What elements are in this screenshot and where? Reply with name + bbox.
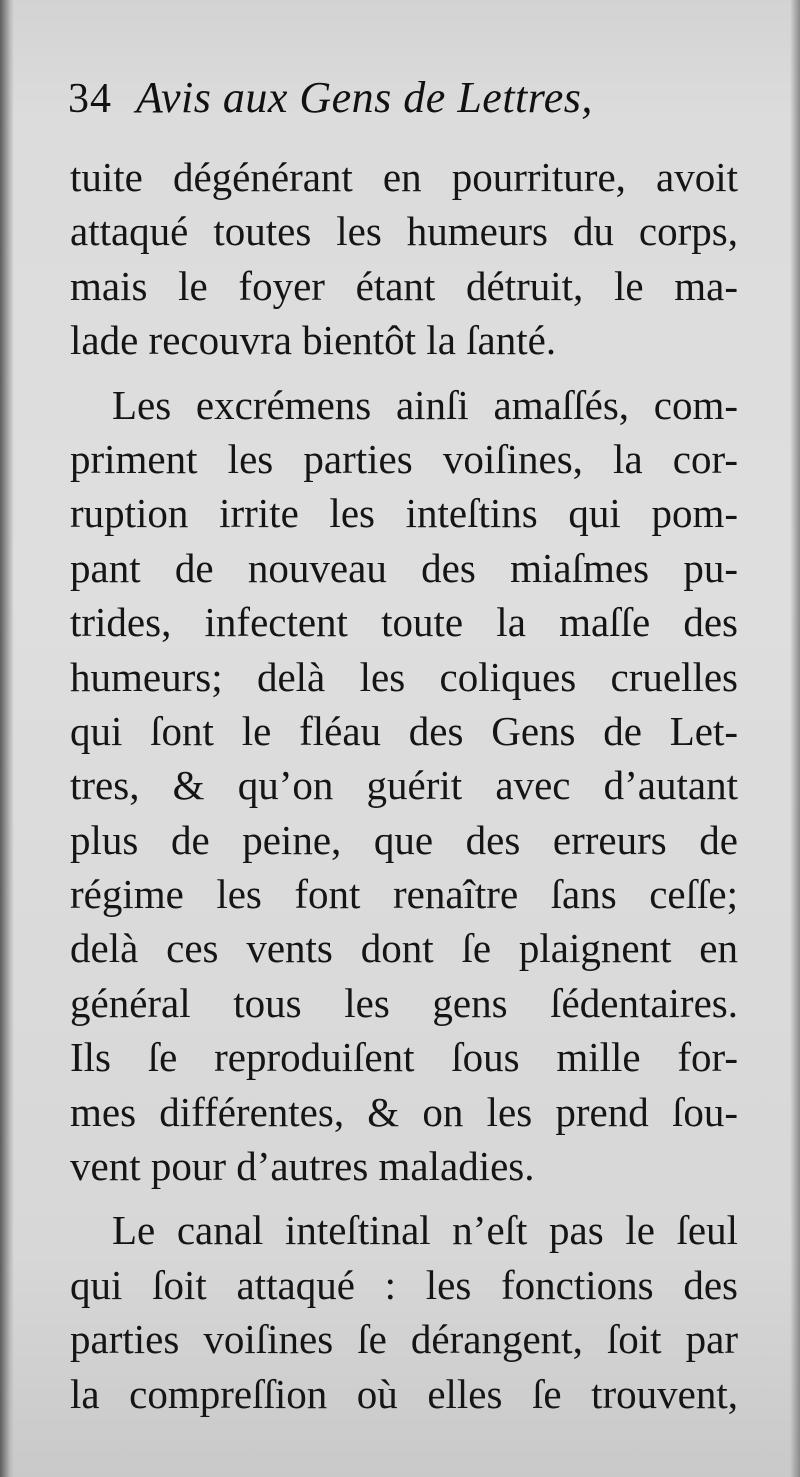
text-line: vent pour d’autres maladies. [70, 1143, 535, 1190]
page-header [68, 72, 748, 142]
text-line: régime les font renaître ſans ceſſe; [70, 871, 738, 918]
text-line: général tous les gens ſédentaires. [70, 979, 738, 1026]
text-line: delà ces vents dont ſe plaignent en [70, 925, 738, 972]
paragraph-1 [70, 150, 738, 368]
text-line: qui ſoit attaqué : les fonctions des [70, 1261, 738, 1308]
paragraph-gap [70, 1193, 738, 1203]
page-number: 34 [68, 76, 112, 122]
text-line: parties voiſines ſe dérangent, ſoit par [70, 1316, 738, 1363]
paragraph-2 [70, 378, 738, 1194]
text-line: mais le foyer étant détruit, le ma- [70, 262, 738, 309]
paragraph-gap [70, 368, 738, 378]
text-line: qui ſont le fléau des Gens de Let- [70, 707, 738, 754]
text-line: lade recouvra bientôt la ſanté. [70, 317, 557, 364]
text-line: attaqué toutes les humeurs du corps, [70, 208, 738, 255]
text-line: la compreſſion où elles ſe trouvent, [70, 1370, 738, 1417]
body-text [70, 150, 738, 1421]
text-line: tuite dégénérant en pourriture, avoit [70, 154, 738, 200]
text-line: ruption irrite les inteſtins qui pom- [70, 490, 738, 537]
text-line: Ils ſe reproduiſent ſous mille for- [70, 1034, 738, 1081]
text-line: trides, infectent toute la maſſe des [70, 599, 738, 646]
text-line: priment les parties voiſines, la cor- [70, 435, 738, 482]
running-head: Avis aux Gens de Lettres, [136, 73, 593, 122]
text-line: mes différentes, & on les prend ſou- [70, 1088, 738, 1135]
paragraph-3 [70, 1203, 738, 1421]
text-line: pant de nouveau des miaſmes pu- [70, 544, 738, 591]
text-line: tres, & qu’on guérit avec d’autant [70, 762, 738, 809]
text-line: Les excrémens ainſi amaſſés, com- [112, 381, 738, 428]
text-line: plus de peine, que des erreurs de [70, 816, 738, 863]
text-line: humeurs; delà les coliques cruelles [70, 653, 738, 700]
text-line: Le canal inteſtinal n’eſt pas le ſeul [112, 1207, 738, 1254]
